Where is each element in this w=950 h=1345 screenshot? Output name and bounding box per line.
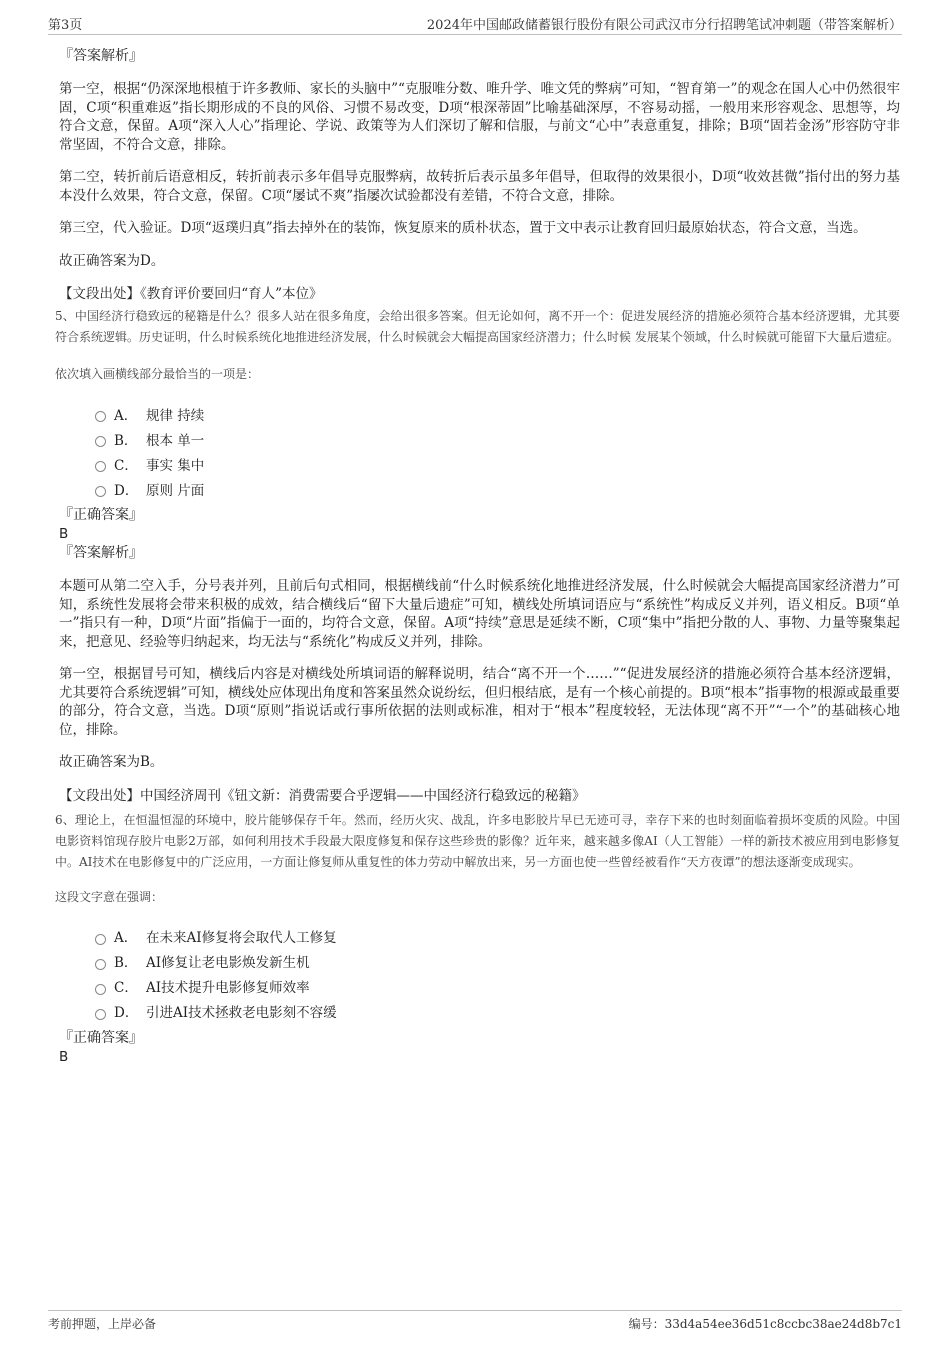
source-citation: 【文段出处】中国经济周刊《钮文新：消费需要合乎逻辑——中国经济行稳致远的秘籍》 [59, 787, 586, 804]
option-b[interactable]: B． 根本 单一 [95, 426, 900, 451]
radio-icon[interactable] [95, 411, 106, 422]
option-d[interactable]: D． 原则 片面 [95, 476, 900, 501]
option-a[interactable]: A． 在未来AI修复将会取代人工修复 [95, 924, 900, 949]
document-title: 2024年中国邮政储蓄银行股份有限公司武汉市分行招聘笔试冲刺题（带答案解析） [426, 18, 902, 33]
answer-conclusion: 故正确答案为B。 [59, 754, 164, 770]
analysis-paragraph: 第一空，根据冒号可知，横线后内容是对横线处所填词语的解释说明，结合“离不开一个……”“促进发展经济的措施必须符合基本经济逻辑，尤其要符合系统逻辑”可知，横线处应体现出角度和答案虽然众说纷纭，但归根结底，是有一个核心前提的。B项“根本”指事物的根源或最重要的部分，符合文意，当选。D项“原则”指说话或行事所依据的法则或标准，相对于“根本”程度较轻，无法体现“离不开”“一个”的基础核心地位，排除。 [59, 666, 900, 738]
question-6-prompt: 这段文字意在强调： [55, 889, 164, 904]
radio-icon[interactable] [95, 984, 106, 995]
document-id: 编号：33d4a54ee36d51c8ccbc38ae24d8b7c1 [628, 1317, 902, 1331]
radio-icon[interactable] [95, 436, 106, 447]
option-c[interactable]: C． 事实 集中 [95, 451, 900, 476]
question-5-options [95, 401, 900, 501]
radio-icon[interactable] [95, 461, 106, 472]
option-d[interactable]: D． 引进AI技术拯救老电影刻不容缓 [95, 999, 900, 1024]
page-header [48, 14, 902, 35]
analysis-paragraph: 第一空，根据“仍深深地根植于许多教师、家长的头脑中”“克服唯分数、唯升学、唯文凭的弊病”可知，“智育第一”的观念在国人心中仍然很牢固，C项“积重难返”指长期形成的不良的风俗、习惯不易改变，D项“根深蒂固”比喻基础深厚，不容易动摇，一般用来形容观念、思想等，均符合文意，保留。A项“深入人心”指理论、学说、政策等为人们深切了解和信服，与前文“心中”表意重复，排除；B项“固若金汤”形容防守非常坚固，不符合文意，排除。 [59, 81, 900, 153]
analysis-paragraph: 本题可从第二空入手，分号表并列，且前后句式相同，根据横线前“什么时候系统化地推进经济发展，什么时候就会大幅提高国家经济潜力”可知，系统性发展将会带来积极的成效，结合横线后“留下大量后遗症”可知，横线处所填词语应与“系统性”构成反义并列，语义相反。B项“单一”指只有一种，D项“片面”指偏于一面的，均符合文意，保留。A项“持续”意思是延续不断，C项“集中”指把分散的人、事物、力量等聚集起来，把意见、经验等归纳起来，均无法与“系统化”构成反义并列，排除。 [59, 578, 900, 650]
footer-slogan: 考前押题，上岸必备 [48, 1317, 157, 1331]
radio-icon[interactable] [95, 1009, 106, 1020]
correct-answer: B [59, 526, 69, 542]
option-b[interactable]: B． AI修复让老电影焕发新生机 [95, 949, 900, 974]
page-footer [48, 1310, 902, 1335]
analysis-label: 『答案解析』 [59, 48, 143, 64]
page-content [55, 46, 900, 1066]
question-5-prompt: 依次填入画横线部分最恰当的一项是： [55, 367, 260, 381]
option-c[interactable]: C． AI技术提升电影修复师效率 [95, 974, 900, 999]
question-5-text: 5、中国经济行稳致远的秘籍是什么？很多人站在很多角度，会给出很多答案。但无论如何，离不开一个：促进发展经济的措施必须符合基本经济逻辑，尤其要符合系统逻辑。历史证明，什么时候系统化地推进经济发展，什么时候就会大幅提高国家经济潜力；什么时候 发展某个领域，什么时候就可能留下大量后遗症。 [55, 309, 900, 344]
radio-icon[interactable] [95, 934, 106, 945]
page-number: 第3页 [48, 18, 83, 33]
answer-conclusion: 故正确答案为D。 [59, 252, 165, 269]
analysis-label: 『答案解析』 [59, 545, 143, 561]
correct-answer: B [59, 1048, 69, 1065]
radio-icon[interactable] [95, 486, 106, 497]
correct-answer-label: 『正确答案』 [59, 507, 143, 523]
correct-answer-label: 『正确答案』 [59, 1029, 143, 1046]
question-6-text: 6、理论上，在恒温恒湿的环境中，胶片能够保存千年。然而，经历火灾、战乱，许多电影胶片早已无迹可寻，幸存下来的也时刻面临着损坏变质的风险。中国电影资料馆现存胶片电影2万部，如何利用技术手段最大限度修复和保存这些珍贵的影像？近年来，越来越多像AI（人工智能）一样的新技术被应用到电影修复中。AI技术在电影修复中的广泛应用，一方面让修复师从重复性的体力劳动中解放出来，另一方面也使一些曾经被看作“天方夜谭”的想法逐渐变成现实。 [55, 812, 900, 869]
question-6-options [95, 924, 900, 1024]
option-a[interactable]: A． 规律 持续 [95, 401, 900, 426]
radio-icon[interactable] [95, 959, 106, 970]
source-citation: 【文段出处】《教育评价要回归“育人”本位》 [59, 286, 323, 302]
analysis-paragraph: 第二空，转折前后语意相反，转折前表示多年倡导克服弊病，故转折后表示虽多年倡导，但取得的效果很小，D项“收效甚微”指付出的努力基本没什么效果，符合文意，保留。C项“屡试不爽”指屡次试验都没有差错，不符合文意，排除。 [59, 169, 900, 204]
analysis-paragraph: 第三空，代入验证。D项“返璞归真”指去掉外在的装饰，恢复原来的质朴状态，置于文中表示让教育回归最原始状态，符合文意，当选。 [59, 220, 867, 236]
